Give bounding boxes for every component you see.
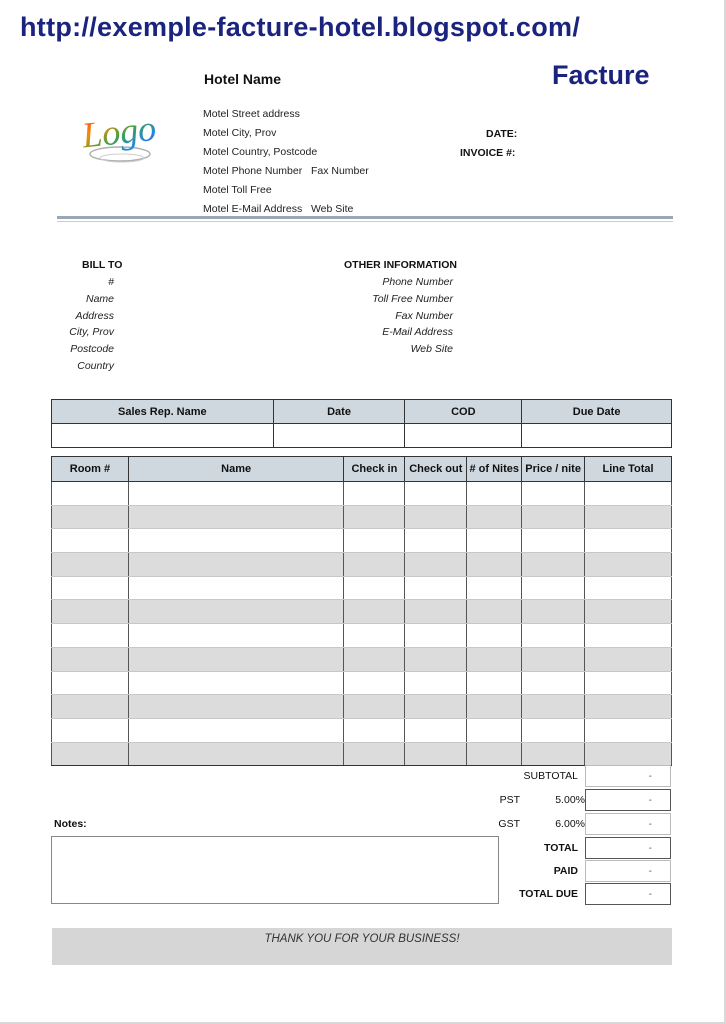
table-cell[interactable] xyxy=(344,718,405,742)
table-cell[interactable] xyxy=(405,718,467,742)
table-cell[interactable] xyxy=(344,505,405,529)
table-cell[interactable] xyxy=(405,624,467,648)
svg-text:Logo: Logo xyxy=(80,107,158,156)
table-cell[interactable] xyxy=(405,505,467,529)
other-info-field: Web Site xyxy=(410,343,453,355)
price-per-night-header: Price / nite xyxy=(522,457,585,482)
bill-to-field: Postcode xyxy=(70,343,114,355)
table-cell[interactable] xyxy=(405,529,467,553)
table-cell[interactable] xyxy=(344,624,405,648)
address-line: Motel Phone Number Fax Number xyxy=(203,165,369,177)
logo-icon xyxy=(76,92,160,172)
subtotal-value: - xyxy=(585,765,671,787)
table-cell[interactable] xyxy=(405,742,467,766)
address-line: Motel City, Prov xyxy=(203,127,277,139)
table-cell[interactable] xyxy=(467,718,522,742)
paid-label: PAID xyxy=(553,865,578,877)
table-cell[interactable] xyxy=(128,505,344,529)
bill-to-field: # xyxy=(108,276,114,288)
table-row xyxy=(52,695,672,719)
table-cell[interactable] xyxy=(128,647,344,671)
room-number-header: Room # xyxy=(52,457,129,482)
table-cell[interactable] xyxy=(344,695,405,719)
table-cell[interactable] xyxy=(467,695,522,719)
table-cell[interactable] xyxy=(344,647,405,671)
line-total-header: Line Total xyxy=(585,457,672,482)
other-info-field: E-Mail Address xyxy=(382,326,453,338)
table-cell[interactable] xyxy=(522,482,585,506)
other-info-field: Phone Number xyxy=(382,276,453,288)
table-cell[interactable] xyxy=(585,671,672,695)
table-cell[interactable] xyxy=(467,505,522,529)
table-cell[interactable] xyxy=(344,671,405,695)
table-row xyxy=(52,671,672,695)
table-cell[interactable] xyxy=(467,624,522,648)
bill-to-field: Country xyxy=(77,360,114,372)
banner-url[interactable]: http://exemple-facture-hotel.blogspot.com/ xyxy=(20,12,581,42)
table-cell[interactable] xyxy=(344,482,405,506)
table-cell[interactable] xyxy=(585,576,672,600)
table-row xyxy=(52,482,672,506)
table-cell[interactable] xyxy=(522,718,585,742)
table-cell[interactable] xyxy=(128,576,344,600)
table-row xyxy=(52,600,672,624)
table-cell[interactable] xyxy=(522,742,585,766)
table-cell[interactable] xyxy=(344,576,405,600)
sales-info-table xyxy=(51,399,672,448)
table-cell[interactable] xyxy=(128,742,344,766)
table-row xyxy=(52,624,672,648)
table-cell[interactable] xyxy=(344,742,405,766)
table-cell[interactable] xyxy=(128,529,344,553)
table-cell[interactable] xyxy=(585,718,672,742)
table-cell[interactable] xyxy=(405,482,467,506)
table-cell[interactable] xyxy=(128,718,344,742)
table-cell[interactable] xyxy=(52,600,129,624)
other-info-field: Fax Number xyxy=(395,310,453,322)
pst-rate: 5.00% xyxy=(555,794,585,806)
table-cell[interactable] xyxy=(128,553,344,577)
total-label: TOTAL xyxy=(543,842,578,854)
address-line: Motel Street address xyxy=(203,108,300,120)
table-cell[interactable] xyxy=(52,482,129,506)
paid-value[interactable]: - xyxy=(585,860,671,882)
nights-header: # of Nites xyxy=(467,457,522,482)
table-cell[interactable] xyxy=(52,647,129,671)
table-cell[interactable] xyxy=(467,742,522,766)
table-cell[interactable] xyxy=(522,695,585,719)
bill-to-field: Name xyxy=(85,293,114,305)
table-cell[interactable] xyxy=(467,671,522,695)
table-cell[interactable] xyxy=(344,529,405,553)
table-cell[interactable] xyxy=(522,624,585,648)
cod-cell[interactable] xyxy=(405,424,522,448)
sales-date-header: Date xyxy=(273,400,405,424)
table-cell[interactable] xyxy=(467,529,522,553)
header-divider xyxy=(57,221,673,222)
table-cell[interactable] xyxy=(344,553,405,577)
guest-name-header: Name xyxy=(128,457,344,482)
table-row xyxy=(52,647,672,671)
table-cell[interactable] xyxy=(585,553,672,577)
bill-to-title: BILL TO xyxy=(82,259,123,271)
table-cell[interactable] xyxy=(585,624,672,648)
table-cell[interactable] xyxy=(522,505,585,529)
table-cell[interactable] xyxy=(467,600,522,624)
document-title: Facture xyxy=(552,60,650,90)
address-line: Motel E-Mail Address Web Site xyxy=(203,203,354,215)
table-cell[interactable] xyxy=(52,553,129,577)
table-cell[interactable] xyxy=(52,624,129,648)
table-cell[interactable] xyxy=(405,695,467,719)
table-cell[interactable] xyxy=(585,695,672,719)
check-out-header: Check out xyxy=(405,457,467,482)
header-divider xyxy=(57,216,673,219)
due-date-cell[interactable] xyxy=(522,424,672,448)
table-cell[interactable] xyxy=(522,600,585,624)
footer-thanks-banner xyxy=(52,928,672,965)
table-cell[interactable] xyxy=(52,529,129,553)
table-cell[interactable] xyxy=(52,671,129,695)
date-label: DATE: xyxy=(486,128,518,140)
table-cell[interactable] xyxy=(585,600,672,624)
table-cell[interactable] xyxy=(585,482,672,506)
table-cell[interactable] xyxy=(405,647,467,671)
sales-rep-cell[interactable] xyxy=(52,424,274,448)
bill-to-field: City, Prov xyxy=(69,326,114,338)
other-info-field: Toll Free Number xyxy=(372,293,453,305)
other-info-title: OTHER INFORMATION xyxy=(344,259,457,271)
table-cell[interactable] xyxy=(522,529,585,553)
table-cell[interactable] xyxy=(52,718,129,742)
thank-you-message: THANK YOU FOR YOUR BUSINESS! xyxy=(264,933,460,945)
bill-to-field: Address xyxy=(75,310,114,322)
table-cell[interactable] xyxy=(52,695,129,719)
address-line: Motel Toll Free xyxy=(203,184,272,196)
notes-label: Notes: xyxy=(54,818,87,830)
table-row xyxy=(52,718,672,742)
gst-label: GST xyxy=(498,818,520,830)
table-cell[interactable] xyxy=(522,671,585,695)
check-in-header: Check in xyxy=(344,457,405,482)
total-due-label: TOTAL DUE xyxy=(519,888,578,900)
sales-date-cell[interactable] xyxy=(273,424,405,448)
line-items-table xyxy=(51,456,672,766)
table-row xyxy=(52,742,672,766)
gst-value: - xyxy=(585,813,671,835)
table-cell[interactable] xyxy=(467,647,522,671)
table-cell[interactable] xyxy=(585,647,672,671)
table-cell[interactable] xyxy=(344,600,405,624)
pst-value: - xyxy=(585,789,671,811)
pst-label: PST xyxy=(499,794,520,806)
table-row xyxy=(52,553,672,577)
table-cell[interactable] xyxy=(467,576,522,600)
table-cell[interactable] xyxy=(405,553,467,577)
table-cell[interactable] xyxy=(522,647,585,671)
total-value: - xyxy=(585,837,671,859)
table-cell[interactable] xyxy=(522,576,585,600)
sales-rep-header: Sales Rep. Name xyxy=(52,400,274,424)
table-cell[interactable] xyxy=(522,553,585,577)
table-cell[interactable] xyxy=(52,505,129,529)
table-cell[interactable] xyxy=(52,742,129,766)
table-cell[interactable] xyxy=(405,671,467,695)
table-row xyxy=(52,576,672,600)
table-cell[interactable] xyxy=(467,482,522,506)
gst-rate: 6.00% xyxy=(555,818,585,830)
cod-header: COD xyxy=(405,400,522,424)
table-cell[interactable] xyxy=(585,529,672,553)
table-cell[interactable] xyxy=(128,624,344,648)
table-cell[interactable] xyxy=(405,576,467,600)
notes-box[interactable] xyxy=(51,836,499,904)
table-cell[interactable] xyxy=(128,482,344,506)
table-cell[interactable] xyxy=(128,695,344,719)
table-cell[interactable] xyxy=(405,600,467,624)
table-cell[interactable] xyxy=(128,600,344,624)
due-date-header: Due Date xyxy=(522,400,672,424)
table-cell[interactable] xyxy=(467,553,522,577)
table-cell[interactable] xyxy=(585,505,672,529)
table-cell[interactable] xyxy=(52,576,129,600)
address-line: Motel Country, Postcode xyxy=(203,146,318,158)
subtotal-label: SUBTOTAL xyxy=(523,770,578,782)
table-cell[interactable] xyxy=(585,742,672,766)
table-cell[interactable] xyxy=(128,671,344,695)
table-row xyxy=(52,505,672,529)
invoice-number-label: INVOICE #: xyxy=(460,147,516,159)
total-due-value: - xyxy=(585,883,671,905)
table-row xyxy=(52,529,672,553)
hotel-name: Hotel Name xyxy=(204,71,282,87)
